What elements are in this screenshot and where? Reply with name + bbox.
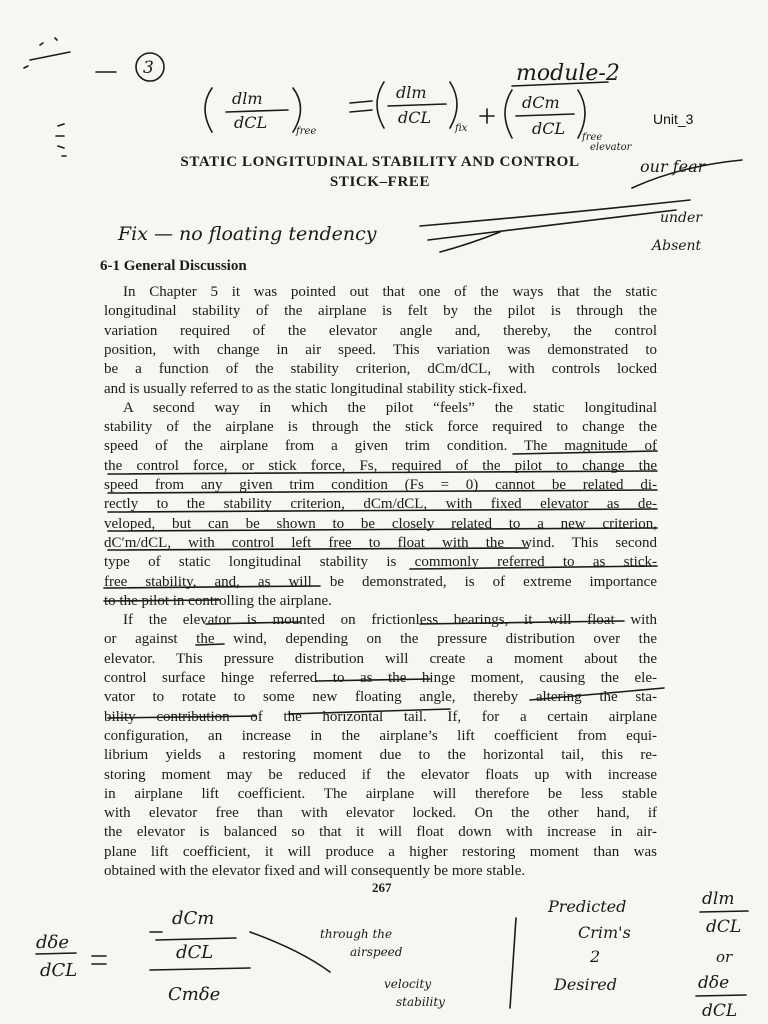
- svg-text:dδe: dδe: [698, 973, 730, 993]
- body-line: the control force, or stick force, Fs, required of the pilot to change the: [104, 457, 657, 474]
- body-line: variation required of the elevator angle and, thereby, the control: [104, 322, 657, 339]
- long-pen-stroke: [440, 232, 500, 252]
- right-bottom-derivatives: [696, 889, 748, 1021]
- speed-note-4: stability: [396, 995, 445, 1009]
- handwritten-equation: [205, 82, 633, 153]
- long-pen-stroke: [428, 210, 676, 240]
- svg-text:dlm: dlm: [232, 89, 263, 108]
- svg-text:dCL: dCL: [234, 113, 268, 132]
- speed-note-1: through the: [320, 927, 393, 941]
- body-line: librium yields a restoring moment due to the horizontal tail, this re-: [104, 747, 657, 764]
- chapter-title-line1: STATIC LONGITUDINAL STABILITY AND CONTROL: [180, 154, 580, 170]
- under-note: under: [660, 210, 702, 226]
- body-line: be a function of the stability criterion, dCm/dCL, with controls locked: [104, 361, 657, 378]
- body-line: bility contribution of the horizontal tail. If, for a certain airplane: [104, 708, 657, 725]
- chapter-title: [100, 152, 660, 192]
- body-line: and is usually referred to as the static longitudinal stability stick-fixed.: [104, 380, 527, 397]
- absent-note: Absent: [652, 238, 702, 254]
- pen-scribble: [56, 124, 66, 156]
- body-line: in airplane lift coefficient. The airplane will therefore be less stable: [104, 785, 657, 802]
- body-line: rectly to the stability criterion, dCm/dCL, with fixed elevator as de-: [104, 496, 657, 513]
- predicted-note-2: Crim's: [578, 923, 631, 942]
- speed-note-2: airspeed: [350, 945, 403, 959]
- body-line: stability of the airplane is through the stick force required to change the: [104, 419, 657, 436]
- body-line: the elevator is balanced so that it will float down with increase in air-: [104, 824, 657, 841]
- predicted-note-4: Desired: [554, 975, 617, 994]
- bottom-equation: [36, 908, 250, 1005]
- body-line: position, with change in air speed. This variation was demonstrated to: [104, 341, 657, 358]
- predicted-note-1: Predicted: [548, 897, 627, 916]
- svg-text:Cmδe: Cmδe: [168, 984, 221, 1005]
- svg-text:dCL: dCL: [706, 917, 742, 937]
- pen-scribble: [24, 38, 116, 72]
- svg-text:dlm: dlm: [702, 889, 735, 909]
- body-line: vator to rotate to some new floating angle, thereby altering the sta-: [104, 689, 657, 706]
- svg-text:dCL: dCL: [176, 942, 214, 963]
- chapter-title-line2: STICK–FREE: [329, 174, 431, 190]
- body-line: dC′m/dCL, with control left free to float with the wind. This second: [104, 534, 657, 551]
- body-line: speed from any given trim condition (Fs = 0) cannot be related di-: [104, 477, 657, 493]
- right-top-note: our fear: [640, 157, 706, 176]
- body-line: elevator. This pressure distribution will create a moment about the: [104, 650, 657, 667]
- svg-text:dCL: dCL: [532, 119, 566, 138]
- body-line: control surface hinge referred to as the hinge moment, causing the ele-: [104, 670, 657, 686]
- svg-text:dCL: dCL: [398, 108, 432, 127]
- page-number: 267: [372, 880, 392, 895]
- body-line: free stability, and, as will be demonstrated, is of extreme importance: [104, 573, 657, 590]
- body-line: In Chapter 5 it was pointed out that one of the ways that the static: [123, 284, 657, 300]
- svg-text:dlm: dlm: [396, 83, 427, 102]
- section-heading: 6-1 General Discussion: [100, 258, 247, 274]
- body-line: plane lift coefficient, it will produce a higher restoring moment than was: [104, 843, 657, 860]
- arrow-stroke: [250, 932, 330, 972]
- body-line: to the pilot in controlling the airplane.: [104, 592, 332, 609]
- long-pen-stroke: [420, 200, 690, 226]
- svg-text:dCm: dCm: [522, 93, 560, 112]
- body-line: If the elevator is mounted on frictionless bearings, it will float with: [123, 612, 657, 629]
- stick-fixed-note: Fix — no floating tendency: [118, 223, 377, 245]
- svg-text:dCL: dCL: [40, 960, 78, 981]
- svg-text:free: free: [296, 126, 317, 137]
- divider-stroke: [510, 918, 516, 1008]
- svg-text:fix: fix: [455, 123, 468, 134]
- svg-text:or: or: [716, 948, 733, 966]
- body-line: storing moment may be reduced if the elevator floats up with increase: [104, 766, 657, 783]
- circled-number-ring: [136, 53, 164, 81]
- body-line: longitudinal stability of the airplane is felt by the pilot is through the: [104, 303, 657, 320]
- body-line: veloped, but can be shown to be closely related to a new criterion,: [104, 515, 657, 532]
- body-line: speed of the airplane from a given trim condition. The magnitude of: [104, 438, 657, 455]
- speed-note-3: velocity: [384, 977, 432, 991]
- body-line: type of static longitudinal stability is commonly referred to as stick-: [104, 554, 657, 571]
- module-underline: [512, 82, 608, 86]
- unit-label: Unit_3: [653, 111, 694, 127]
- svg-text:dCL: dCL: [702, 1001, 738, 1021]
- predicted-note-3: 2: [590, 947, 601, 966]
- svg-text:elevator: elevator: [590, 142, 632, 153]
- body-line: A second way in which the pilot “feels” the static longitudinal: [123, 399, 657, 416]
- module-note: module-2: [516, 61, 620, 86]
- svg-text:dδe: dδe: [36, 932, 70, 953]
- body-line: or against the wind, depending on the pressure distribution over the: [104, 631, 657, 648]
- body-line: with elevator free than with elevator locked. On the other hand, if: [104, 805, 657, 822]
- body-line: obtained with the elevator fixed and will consequently be more stable.: [104, 863, 526, 879]
- svg-text:free: free: [582, 132, 603, 143]
- circled-number: 3: [143, 58, 154, 78]
- body-line: configuration, an increase in the airplane’s lift coefficient from equi-: [104, 727, 657, 744]
- svg-text:dCm: dCm: [172, 908, 215, 929]
